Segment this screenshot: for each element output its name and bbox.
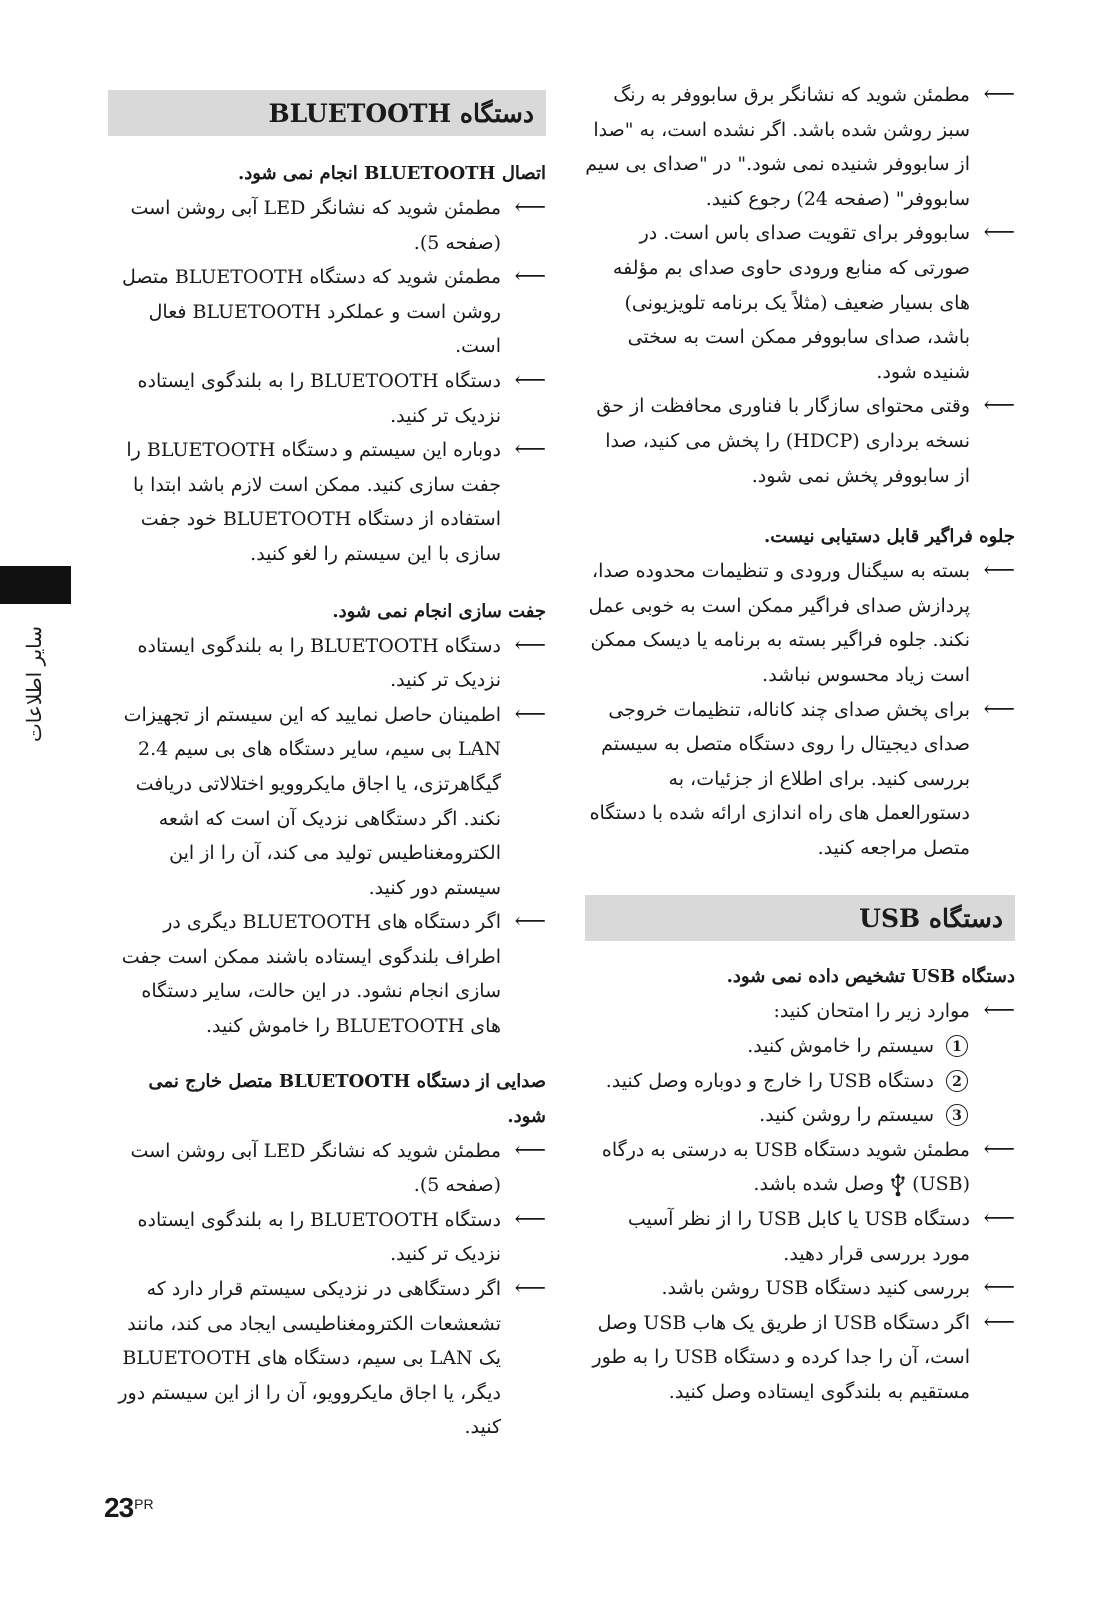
list-item [585,78,1015,216]
surround-items [585,554,1015,865]
list-item [585,693,1015,866]
step-text: سیستم را خاموش کنید. [747,1035,934,1058]
item-text: دوباره این سیستم و دستگاه BLUETOOTH را جفت سازی کنید. ممکن است لازم باشد ابتدا با استفاده از دستگاه BLUETOOTH خود جفت سازی با این سیستم را لغو کنید. [126,439,501,565]
usb-try-list [585,994,1015,1029]
list-item [108,1203,546,1272]
left-column [108,78,546,1445]
list-item [585,389,1015,493]
item-text: بررسی کنید دستگاه USB روشن باشد. [661,1277,970,1300]
list-item: ⟵ موارد زیر را امتحان کنید: [585,994,1015,1029]
no-sound-heading: صدایی از دستگاه BLUETOOTH متصل خارج نمی شود. [148,1070,546,1127]
connection-items [108,191,546,572]
list-item [585,1306,1015,1410]
section-tab-marker [0,566,71,604]
usb-items [585,1202,1015,1410]
item-text: اگر دستگاه های BLUETOOTH دیگری در اطراف بلندگوی ایستاده باشند ممکن است جفت سازی انجام نشود. در این حالت، سایر دستگاه های BLUETOOTH را خاموش کنید. [121,911,501,1038]
list-item [108,905,546,1043]
item-text: اگر دستگاهی در نزدیکی سیستم قرار دارد که تشعشعات الکترومغناطیسی ایجاد می کند، مانند یک LAN بی سیم، دستگاه های BLUETOOTH دیگر، یا اجاق مایکروویو، آن را از این سیستم دور کنید. [118,1278,501,1439]
arrow-icon: ⟵ [514,632,546,658]
usb-icon [890,1173,906,1197]
arrow-icon: ⟵ [983,1136,1015,1162]
list-item [585,1271,1015,1306]
item-text: دستگاه BLUETOOTH را به بلندگوی ایستاده نزدیک تر کنید. [137,634,501,692]
usb-steps [585,1029,1015,1133]
arrow-icon: ⟵ [514,367,546,393]
arrow-icon: ⟵ [514,701,546,727]
list-item [108,1272,546,1445]
step-number-icon: 3 [946,1104,968,1126]
connection-heading: اتصال BLUETOOTH انجام نمی شود. [237,163,546,184]
arrow-icon: ⟵ [514,1137,546,1163]
list-item [108,191,546,260]
arrow-icon: ⟵ [514,264,546,290]
item-text: اگر دستگاه USB از طریق یک هاب USB وصل است، آن را جدا کرده و دستگاه USB را به طور مستقیم به بلندگوی ایستاده وصل کنید. [592,1311,970,1403]
list-item [585,216,1015,389]
item-text: مطمئن شوید که نشانگر LED آبی روشن است (صفحه 5). [130,1139,501,1197]
item-text: دستگاه BLUETOOTH را به بلندگوی ایستاده نزدیک تر کنید. [137,1208,501,1266]
arrow-icon: ⟵ [514,437,546,463]
item-text: بسته به سیگنال ورودی و تنظیمات محدوده صدا، پردازش صدای فراگیر ممکن است به خوبی عمل نکند. جلوه فراگیر بسته به برنامه یا دیسک ممکن است زیاد محسوس نباشد. [588,560,970,686]
item-text: دستگاه USB یا کابل USB را از نظر آسیب مورد بررسی قرار دهید. [627,1208,970,1265]
pairing-heading: جفت سازی انجام نمی شود. [332,600,546,622]
list-item [108,364,546,433]
item-text: اطمینان حاصل نمایید که این سیستم از تجهیزات LAN بی سیم، سایر دستگاه های بی سیم 2.4 گیگاهرتزی، یا اجاق مایکروویو اختلالاتی دریافت نکند. اگر دستگاهی نزدیک آن است که اشعه الکترومغناطیس تولید می کند، آن را از این سیستم دور کنید. [123,703,501,899]
subwoofer-items [585,78,1015,493]
list-item [108,260,546,364]
pairing-items [108,629,546,1044]
list-item [108,1134,546,1203]
item-text: برای پخش صدای چند کاناله، تنظیمات خروجی صدای دیجیتال را روی دستگاه متصل به سیستم بررسی کنید. برای اطلاع از جزئیات، به دستورالعمل های راه اندازی ارائه شده با دستگاه متصل مراجعه کنید. [589,698,970,859]
item-text: دستگاه BLUETOOTH را به بلندگوی ایستاده نزدیک تر کنید. [137,369,501,427]
step-text: سیستم را روشن کنید. [759,1104,934,1127]
arrow-icon: ⟵ [983,1275,1015,1301]
usb-heading: دستگاه USB تشخیص داده نمی شود. [726,966,1015,988]
list-item [108,698,546,906]
item-text: مطمئن شوید که دستگاه BLUETOOTH متصل روشن است و عملکرد BLUETOOTH فعال است. [121,266,501,358]
surround-heading: جلوه فراگیر قابل دستیابی نیست. [764,526,1015,548]
section-side-label: سایر اطلاعات [22,625,46,743]
arrow-icon: ⟵ [514,1206,546,1232]
list-item: ⟵ مطمئن شوید دستگاه USB به درستی به درگاه (USB) وصل شده باشد. [585,1133,1015,1202]
usb-section-bar: دستگاه USB [585,895,1015,941]
no-sound-items [108,1134,546,1445]
arrow-icon: ⟵ [983,82,1015,107]
arrow-icon: ⟵ [514,195,546,220]
arrow-icon: ⟵ [983,393,1015,419]
item-text: مطمئن شوید که نشانگر برق سابووفر به رنگ سبز روشن شده باشد. اگر نشده است، به "صدا از سابووفر شنیده نمی شود." در "صدای بی سیم سابووفر" (صفحه 24) رجوع کنید. [585,84,970,210]
step-number-icon: 1 [946,1035,968,1057]
item-text: مطمئن شوید که نشانگر LED آبی روشن است (صفحه 5). [130,197,501,254]
step-item [585,1064,970,1099]
item-text: سابووفر برای تقویت صدای باس است. در صورتی که منابع ورودی حاوی صدای بم مؤلفه های بسیار ضعیف (مثلاً یک برنامه تلویزیونی) باشد، صدای سابووفر ممکن است به سختی شنیده شود. [612,222,970,383]
arrow-icon: ⟵ [983,220,1015,246]
arrow-icon: ⟵ [983,558,1015,584]
arrow-icon: ⟵ [983,1206,1015,1232]
step-item [585,1029,970,1064]
usb-port-list [585,1133,1015,1202]
page-number: $23^{PR}$ [104,1492,154,1523]
list-item [585,554,1015,692]
step-text: دستگاه USB را خارج و دوباره وصل کنید. [605,1069,934,1092]
arrow-icon: ⟵ [514,1276,546,1302]
list-item [585,1202,1015,1271]
list-item [108,629,546,698]
list-item [108,433,546,571]
step-item [585,1098,970,1133]
item-text: وقتی محتوای سازگار با فناوری محافظت از حق نسخه برداری (HDCP) را پخش می کنید، صدا از سابووفر پخش نمی شود. [596,395,970,487]
arrow-icon: ⟵ [983,998,1015,1024]
arrow-icon: ⟵ [983,1309,1015,1335]
arrow-icon: ⟵ [514,909,546,935]
arrow-icon: ⟵ [983,696,1015,722]
right-column [585,78,1015,1410]
step-number-icon: 2 [946,1070,968,1092]
bluetooth-section-bar: دستگاه BLUETOOTH [108,90,546,136]
